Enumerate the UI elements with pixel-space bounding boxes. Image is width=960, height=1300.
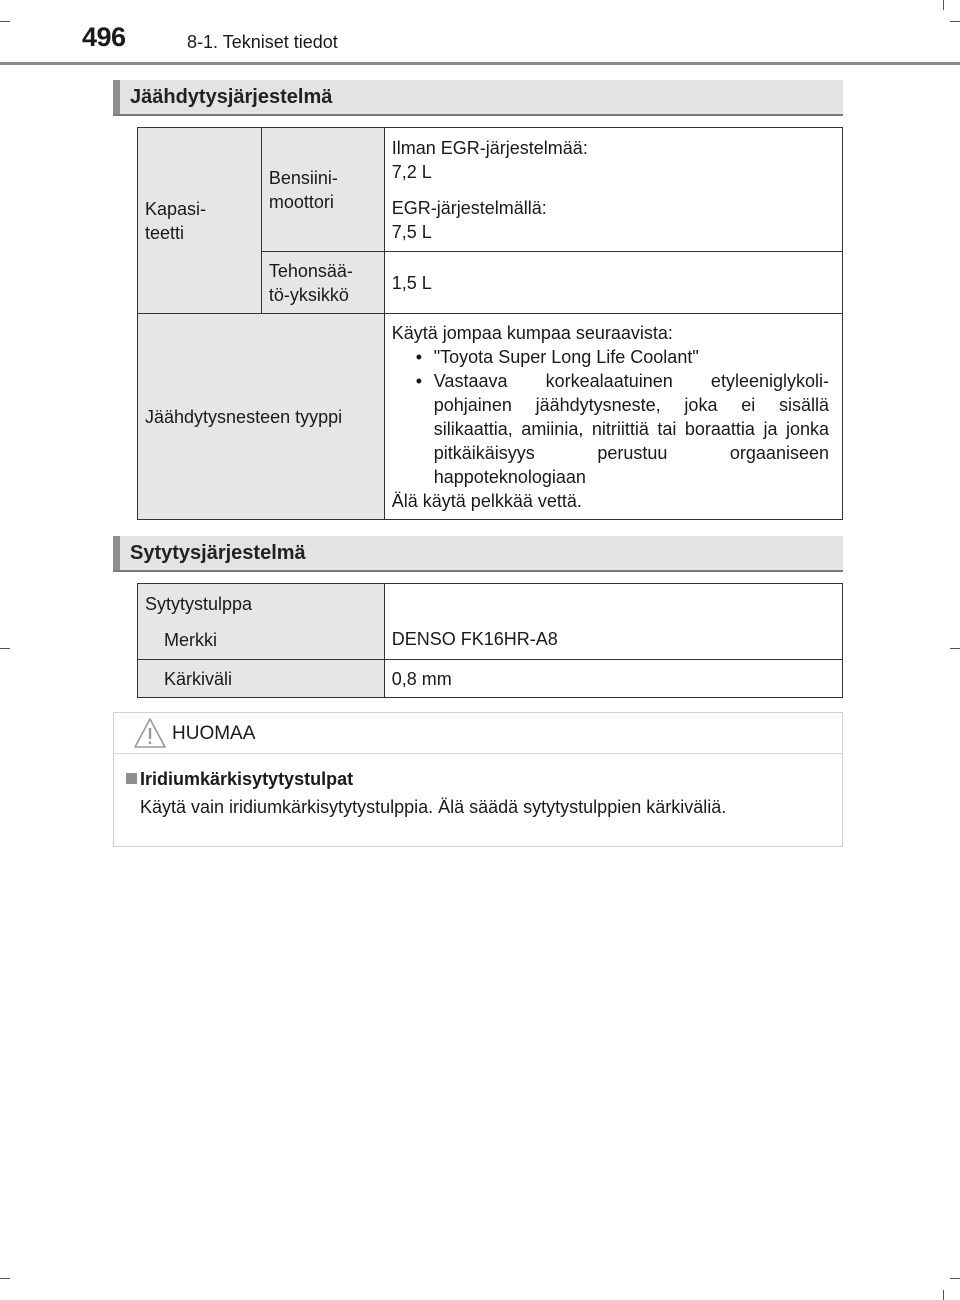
crop-mark [943,0,944,10]
notice-subtitle: Iridiumkärkisytytystulpat [140,769,354,789]
power-unit-label: Tehonsää- [268,260,353,281]
table-row [138,314,843,520]
notice-box [113,712,843,847]
capacity-label: Kapasi- [145,198,207,219]
square-bullet-icon [126,773,137,784]
crop-mark [950,21,960,22]
table-row [138,660,843,698]
cooling-table [137,127,843,520]
power-unit-label: tö-yksikkö [268,284,349,305]
crop-mark [950,648,960,649]
section-accent [113,80,120,114]
spark-plug-label: Sytytystulppa [145,594,253,614]
crop-mark [0,648,10,649]
section-title-cooling: Jäähdytysjärjestelmä [130,86,333,108]
page-number: 496 [82,22,126,52]
capacity-cell [138,128,262,314]
power-unit-value: 1,5 L [384,252,842,314]
no-egr-label: Ilman EGR-järjestelmää: [391,137,588,158]
crop-mark [0,1278,10,1279]
table-row [138,128,843,252]
gasoline-capacity-cell [384,128,842,252]
no-egr-value: 7,2 L [391,161,432,182]
brand-label: Merkki [164,630,217,650]
coolant-intro: Käytä jompaa kumpaa seuraavista: [391,322,673,343]
crop-mark [943,1290,944,1300]
capacity-label: teetti [145,222,185,243]
section-header-cooling [113,80,843,116]
egr-label: EGR-järjestelmällä: [391,197,547,218]
list-item: • Vastaava korkealaatuinen etyleeniglykoli-pohjainen jäähdytysneste, joka ei sisällä silikaattia, amiinia, nitriittiä tai boraattia ja jonka pitkäikäisyys perustuu orgaaniseen happoteknologiaan [392,369,829,489]
coolant-type-cell [384,314,842,520]
crop-mark [950,1278,960,1279]
gasoline-engine-label: Bensiini- [268,168,338,188]
header-rule [0,62,960,65]
coolant-type-label: Jäähdytysnesteen tyyppi [138,314,385,520]
gasoline-engine-label: moottori [268,192,334,212]
egr-value: 7,5 L [391,221,432,242]
table-row [138,584,843,660]
list-item: • "Toyota Super Long Life Coolant" [392,345,829,369]
coolant-warning: Älä käytä pelkkää vettä. [391,490,582,511]
warning-triangle-icon [133,717,167,749]
gap-value: 0,8 mm [384,660,842,698]
coolant-options-list [392,345,829,489]
notice-header [114,713,842,754]
spark-plug-cell [138,584,385,660]
notice-title: HUOMAA [172,723,256,744]
section-header-ignition [113,536,843,572]
section-accent [113,536,120,570]
brand-value: DENSO FK16HR-A8 [384,584,842,660]
chapter-title: 8-1. Tekniset tiedot [187,32,338,52]
section-title-ignition: Sytytysjärjestelmä [130,542,306,564]
crop-mark [0,21,10,22]
notice-text: Käytä vain iridiumkärkisytytystulppia. Älä säädä sytytystulppien kärkiväliä. [140,797,727,817]
gasoline-engine-cell [261,128,384,252]
ignition-table [137,583,843,698]
power-unit-cell [261,252,384,314]
gap-label: Kärkiväli [138,660,385,698]
